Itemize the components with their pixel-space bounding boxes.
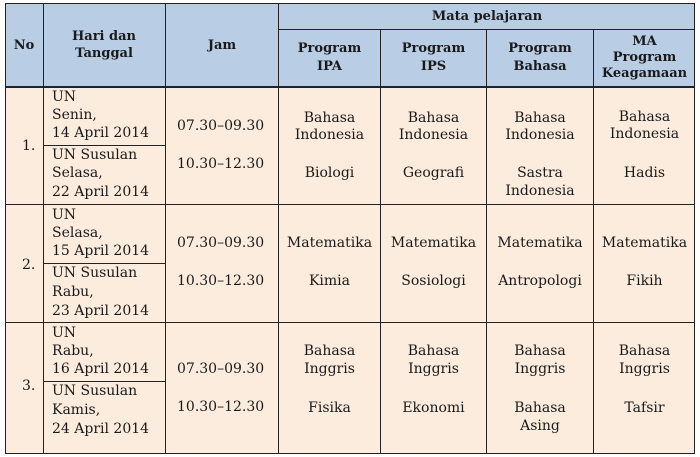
table-border-bottom xyxy=(5,453,695,454)
row3-un-line2: Rabu, xyxy=(52,343,94,359)
row1-un-line1: UN xyxy=(52,89,77,105)
row1-no: 1. xyxy=(22,138,36,154)
row3-bahasa2-line2: Asing xyxy=(520,418,560,434)
col-line-hari xyxy=(165,3,166,454)
row3-hari-divider xyxy=(44,381,166,382)
row1-susulan-line3: 22 April 2014 xyxy=(52,184,150,200)
row1-jam2: 10.30–12.30 xyxy=(177,156,265,172)
row1-ips1-line1: Bahasa xyxy=(407,110,460,126)
row3-jam1: 07.30–09.30 xyxy=(177,361,265,377)
row3-ma1-line1: Bahasa xyxy=(618,343,671,359)
row3-ipa1-line2: Inggris xyxy=(304,361,355,377)
row1-ipa1-line2: Indonesia xyxy=(294,127,365,143)
row2-bottom-line xyxy=(5,322,695,323)
row1-bahasa1-line1: Bahasa xyxy=(514,110,566,126)
row2-un-line2: Selasa, xyxy=(52,225,103,241)
header-ipa-line2: IPA xyxy=(317,59,342,74)
row3-susulan-line2: Kamis, xyxy=(52,402,101,418)
header-no: No xyxy=(13,38,35,53)
row3-ipa1-line1: Bahasa xyxy=(303,343,356,359)
row1-ipa2: Biologi xyxy=(304,165,355,181)
row2-un-line3: 15 April 2014 xyxy=(52,243,150,259)
row2-ma1: Matematika xyxy=(601,235,688,251)
table-border-top xyxy=(5,3,695,4)
header-jam: Jam xyxy=(207,38,237,53)
header-ipa-line1: Program xyxy=(297,41,362,56)
row2-susulan-line1: UN Susulan xyxy=(52,265,138,281)
row2-bahasa2: Antropologi xyxy=(498,273,582,289)
row1-ma1-line2: Indonesia xyxy=(609,126,680,142)
row3-jam2: 10.30–12.30 xyxy=(177,399,265,415)
table-border-right xyxy=(694,3,695,454)
header-mata-divider xyxy=(279,29,695,30)
header-ma-line3: Keagamaan xyxy=(601,66,688,81)
row3-un-line3: 16 April 2014 xyxy=(52,361,150,377)
row2-ipa1: Matematika xyxy=(286,235,373,251)
row3-bahasa1-line2: Inggris xyxy=(514,361,566,377)
row3-ips1-line1: Bahasa xyxy=(407,343,460,359)
header-bahasa-line1: Program xyxy=(508,41,572,56)
row2-un-line1: UN xyxy=(52,207,77,223)
table-border-left xyxy=(5,3,6,454)
row1-un-line3: 14 April 2014 xyxy=(52,125,150,141)
row3-ma2: Tafsir xyxy=(624,400,665,416)
row1-susulan-line1: UN Susulan xyxy=(52,147,138,163)
row2-ipa2: Kimia xyxy=(308,273,351,289)
row1-jam1: 07.30–09.30 xyxy=(177,118,265,134)
row3-susulan-line3: 24 April 2014 xyxy=(52,421,150,437)
header-ma-line2: Program xyxy=(612,50,677,65)
col-line-ipa xyxy=(380,29,381,454)
row2-ma2: Fikih xyxy=(626,273,663,289)
row2-susulan-line3: 23 April 2014 xyxy=(52,303,150,319)
header-bottom-line xyxy=(5,86,695,88)
row3-ips2: Ekonomi xyxy=(402,400,465,416)
row2-bahasa1: Matematika xyxy=(497,235,583,251)
row1-susulan-line2: Selasa, xyxy=(52,165,103,181)
header-mata-pelajaran: Mata pelajaran xyxy=(431,9,543,24)
row1-bahasa1-line2: Indonesia xyxy=(505,127,575,143)
row1-ma1-line1: Bahasa xyxy=(618,109,671,125)
row1-ma2: Hadis xyxy=(623,165,666,181)
row3-ipa2: Fisika xyxy=(308,400,351,416)
header-ips-line1: Program xyxy=(401,41,466,56)
row3-bahasa1-line1: Bahasa xyxy=(514,343,566,359)
row2-ips1: Matematika xyxy=(390,235,477,251)
col-line-no xyxy=(43,3,44,454)
row3-bahasa2-line1: Bahasa xyxy=(514,400,566,416)
header-hari-line1: Hari dan xyxy=(72,29,136,44)
row3-no: 3. xyxy=(22,378,36,394)
header-bahasa-line2: Bahasa xyxy=(513,59,567,74)
header-ma-line1: MA xyxy=(632,34,657,49)
row3-ma1-line2: Inggris xyxy=(619,361,670,377)
row2-ips2: Sosiologi xyxy=(401,273,466,289)
col-line-bahasa xyxy=(593,29,594,454)
row1-bottom-line xyxy=(5,204,695,205)
header-hari-line2: Tanggal xyxy=(75,46,133,61)
row2-jam2: 10.30–12.30 xyxy=(177,273,265,289)
row1-hari-divider xyxy=(44,145,166,146)
row1-ips1-line2: Indonesia xyxy=(398,127,469,143)
row2-jam1: 07.30–09.30 xyxy=(177,235,265,251)
row1-bahasa2-line1: Sastra xyxy=(517,165,563,181)
row1-un-line2: Senin, xyxy=(52,107,97,123)
row2-hari-divider xyxy=(44,263,166,264)
row2-no: 2. xyxy=(22,257,36,273)
col-line-jam xyxy=(278,3,279,454)
row3-un-line1: UN xyxy=(52,325,77,341)
row3-ips1-line2: Inggris xyxy=(408,361,459,377)
col-line-ips xyxy=(486,29,487,454)
row3-susulan-line1: UN Susulan xyxy=(52,383,138,399)
header-ips-line2: IPS xyxy=(420,59,447,74)
row1-ipa1-line1: Bahasa xyxy=(303,110,356,126)
row2-susulan-line2: Rabu, xyxy=(52,284,94,300)
row1-bahasa2-line2: Indonesia xyxy=(505,183,575,199)
row1-ips2: Geografi xyxy=(402,165,465,181)
